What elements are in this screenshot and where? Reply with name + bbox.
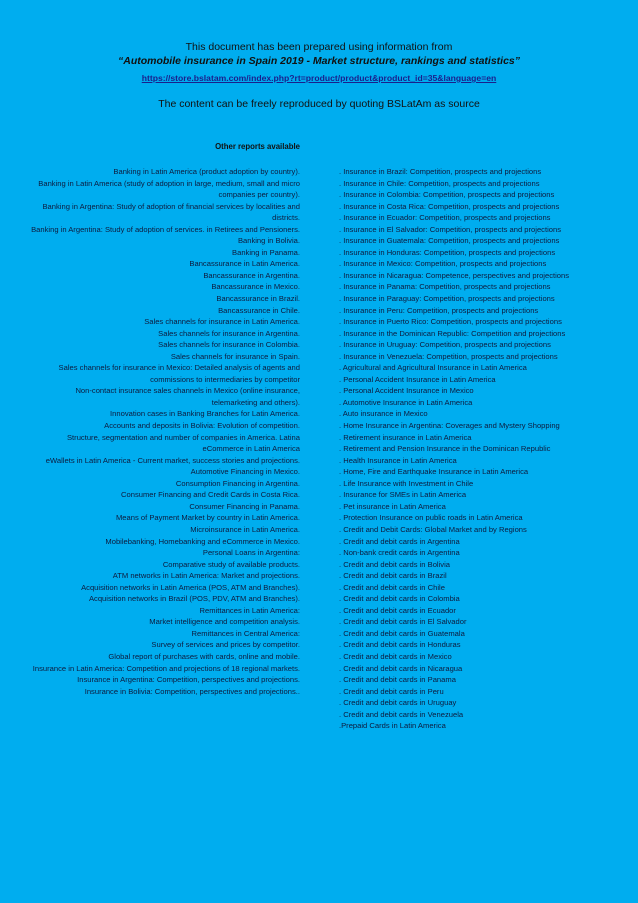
report-list-item: . Insurance in Puerto Rico: Competition, prospects and projections bbox=[339, 317, 562, 327]
report-list-item: Automotive Financing in Mexico. bbox=[190, 467, 300, 477]
report-list-item: Microinsurance in Latin America. bbox=[190, 524, 300, 534]
report-list-item: Bancassurance in Chile. bbox=[218, 305, 300, 315]
report-list-item: . Insurance in Honduras: Competition, prospects and projections bbox=[339, 247, 556, 257]
report-list-item: . Insurance in Venezuela: Competition, prospects and projections bbox=[339, 351, 558, 361]
report-list-item: Structure, segmentation and number of companies in America. Latina bbox=[66, 432, 300, 442]
report-list-item: . Credit and debit cards in Argentina bbox=[339, 536, 460, 546]
header-intro: This document has been prepared using information from bbox=[185, 41, 453, 53]
report-list-item: . Credit and debit cards in Brazil bbox=[339, 571, 447, 581]
report-list-item: Consumer Financing in Panama. bbox=[189, 501, 300, 511]
report-list-item: Comparative study of available products. bbox=[162, 559, 300, 569]
report-list-item: . Credit and Debit Cards: Global Market and by Regions bbox=[339, 524, 527, 534]
report-list-item: Sales channels for insurance in Mexico: Detailed analysis of agents and commissions to intermediaries by competitor bbox=[58, 363, 300, 384]
report-list-item: . Credit and debit cards in Bolivia bbox=[339, 559, 451, 569]
report-list-item: . Credit and debit cards in Colombia bbox=[339, 594, 460, 604]
report-list-item: . Insurance in El Salvador: Competition, prospects and projections bbox=[339, 224, 562, 234]
report-list-item: Banking in Argentina: Study of adoption of services. in Retirees and Pensioners. bbox=[31, 224, 300, 234]
report-list-item: . Health Insurance in Latin America bbox=[339, 455, 457, 465]
report-list-item: . Credit and debit cards in El Salvador bbox=[339, 617, 467, 627]
report-list-item: . Insurance for SMEs in Latin America bbox=[339, 490, 467, 500]
report-list-item: . Credit and debit cards in Guatemala bbox=[339, 628, 465, 638]
report-list-item: . Non-bank credit cards in Argentina bbox=[339, 548, 460, 558]
report-list-item: Insurance in Latin America: Competition and projections of 18 regional markets. bbox=[32, 663, 300, 673]
report-title: “Automobile insurance in Spain 2019 - Market structure, rankings and statistics” bbox=[117, 55, 521, 67]
report-list-item: eCommerce in Latin America bbox=[202, 444, 300, 454]
report-list-item: . Auto insurance in Mexico bbox=[339, 409, 428, 419]
report-list-item: . Protection Insurance on public roads in Latin America bbox=[339, 513, 523, 523]
report-list-item: . Home, Fire and Earthquake Insurance in Latin America bbox=[339, 467, 529, 477]
report-link[interactable]: https://store.bslatam.com/index.php?rt=product/product&product_id=35&language=en bbox=[141, 73, 497, 83]
report-list-item: Banking in Latin America (product adoption by country). bbox=[113, 167, 300, 176]
report-list-item: . Insurance in the Dominican Republic: Competition and projections bbox=[339, 328, 566, 338]
report-list-item: . Credit and debit cards in Chile bbox=[339, 582, 445, 592]
document-header bbox=[0, 40, 638, 86]
report-list-item: . Credit and debit cards in Venezuela bbox=[339, 709, 464, 719]
other-reports-left-list bbox=[30, 166, 300, 697]
report-list-item: Banking in Panama. bbox=[232, 247, 300, 257]
report-list-item: Remittances in Latin America: bbox=[199, 605, 300, 615]
report-list-item: . Personal Accident Insurance in Latin America bbox=[339, 374, 496, 384]
report-list-item: Global report of purchases with cards, online and mobile. bbox=[108, 651, 300, 661]
report-list-item: Bancassurance in Mexico. bbox=[211, 282, 300, 292]
report-list-item: Non-contact insurance sales channels in Mexico (online insurance, telemarketing and others). bbox=[75, 386, 300, 407]
report-list-item: Bancassurance in Brazil. bbox=[216, 294, 300, 304]
report-list-item: . Credit and debit cards in Mexico bbox=[339, 651, 452, 661]
report-list-item: Sales channels for insurance in Spain. bbox=[170, 351, 300, 361]
reproduction-notice: The content can be freely reproduced by quoting BSLatAm as source bbox=[158, 98, 480, 110]
report-list-item: . Insurance in Colombia: Competition, prospects and projections bbox=[339, 190, 555, 200]
report-list-item: . Insurance in Mexico: Competition, prospects and projections bbox=[339, 259, 547, 269]
report-list-item: . Home Insurance in Argentina: Coverages and Mystery Shopping bbox=[339, 421, 560, 431]
report-list-item: Banking in Latin America (study of adoption in large, medium, small and micro companies per country). bbox=[38, 178, 300, 200]
report-list-item: Survey of services and prices by competitor. bbox=[151, 640, 300, 650]
report-list-item: Bancassurance in Argentina. bbox=[203, 270, 300, 280]
report-list-item: . Credit and debit cards in Uruguay bbox=[339, 698, 457, 708]
other-reports-title: Other reports available bbox=[215, 142, 300, 151]
report-list-item: . Insurance in Peru: Competition, prospects and projections bbox=[339, 305, 539, 315]
report-list-item: Sales channels for insurance in Latin America. bbox=[144, 317, 300, 327]
report-list-item: . Insurance in Panama: Competition, prospects and projections bbox=[339, 282, 551, 292]
report-list-item: Sales channels for insurance in Colombia. bbox=[158, 340, 300, 350]
report-list-item: . Insurance in Brazil: Competition, prospects and projections bbox=[339, 167, 542, 176]
other-reports-right-list bbox=[339, 166, 607, 732]
report-list-item: . Insurance in Nicaragua: Competence, perspectives and projections bbox=[339, 270, 570, 280]
report-list-item: . Insurance in Chile: Competition, prospects and projections bbox=[339, 178, 540, 188]
report-list-item: Consumption Financing in Argentina. bbox=[175, 478, 300, 488]
report-list-item: . Insurance in Ecuador: Competition, prospects and projections bbox=[339, 213, 551, 223]
report-list-item: . Credit and debit cards in Ecuador bbox=[339, 605, 456, 615]
report-list-item: Personal Loans in Argentina: bbox=[202, 548, 300, 558]
report-list-item: . Credit and debit cards in Honduras bbox=[339, 640, 461, 650]
report-list-item: Means of Payment Market by country in Latin America. bbox=[115, 513, 300, 523]
report-list-item: . Agricultural and Agricultural Insurance in Latin America bbox=[339, 363, 527, 373]
report-list-item: ATM networks in Latin America: Market and projections. bbox=[112, 571, 300, 581]
report-list-item: Banking in Bolivia. bbox=[237, 236, 300, 246]
report-list-item: eWallets in Latin America - Current market, success stories and projections. bbox=[45, 455, 300, 465]
report-list-item: Insurance in Bolivia: Competition, perspectives and projections.. bbox=[84, 686, 300, 696]
report-list-item: . Insurance in Guatemala: Competition, prospects and projections bbox=[339, 236, 560, 246]
report-list-item: Accounts and deposits in Bolivia: Evolution of competition. bbox=[104, 421, 300, 431]
report-list-item: Market intelligence and competition analysis. bbox=[149, 617, 300, 627]
report-list-item: . Pet insurance in Latin America bbox=[339, 501, 446, 511]
report-list-item: . Credit and debit cards in Panama bbox=[339, 675, 456, 685]
report-list-item: Insurance in Argentina: Competition, perspectives and projections. bbox=[77, 675, 300, 685]
report-list-item: Innovation cases in Banking Branches for Latin America. bbox=[110, 409, 300, 419]
report-list-item: . Credit and debit cards in Nicaragua bbox=[339, 663, 463, 673]
report-list-item: . Automotive Insurance in Latin America bbox=[339, 397, 473, 407]
report-list-item: . Personal Accident Insurance in Mexico bbox=[339, 386, 474, 396]
report-list-item: . Insurance in Paraguay: Competition, prospects and projections bbox=[339, 294, 555, 304]
report-list-item: Mobilebanking, Homebanking and eCommerce in Mexico. bbox=[105, 536, 300, 546]
report-list-item: Consumer Financing and Credit Cards in Costa Rica. bbox=[121, 490, 300, 500]
report-list-item: . Retirement insurance in Latin America bbox=[339, 432, 472, 442]
report-list-item: . Life Insurance with Investment in Chile bbox=[339, 478, 474, 488]
report-list-item: Banking in Argentina: Study of adoption of financial services by localities and districts. bbox=[42, 201, 300, 223]
report-list-item: Acquisition networks in Latin America (POS, ATM and Branches). bbox=[81, 582, 300, 592]
report-list-item: . Insurance in Costa Rica: Competition, prospects and projections bbox=[339, 201, 560, 211]
report-list-item: . Credit and debit cards in Peru bbox=[339, 686, 444, 696]
report-list-item: Sales channels for insurance in Argentina. bbox=[158, 328, 300, 338]
report-list-item: Acquisition networks in Brazil (POS, PDV, ATM and Branches). bbox=[88, 594, 300, 604]
report-list-item: . Insurance in Uruguay: Competition, prospects and projections bbox=[339, 340, 551, 350]
report-list-item: . Retirement and Pension Insurance in the Dominican Republic bbox=[339, 444, 551, 454]
report-list-item: Remittances in Central America: bbox=[191, 628, 300, 638]
report-list-item: Bancassurance in Latin America. bbox=[189, 259, 300, 269]
report-list-item: .Prepaid Cards in Latin America bbox=[339, 721, 446, 731]
